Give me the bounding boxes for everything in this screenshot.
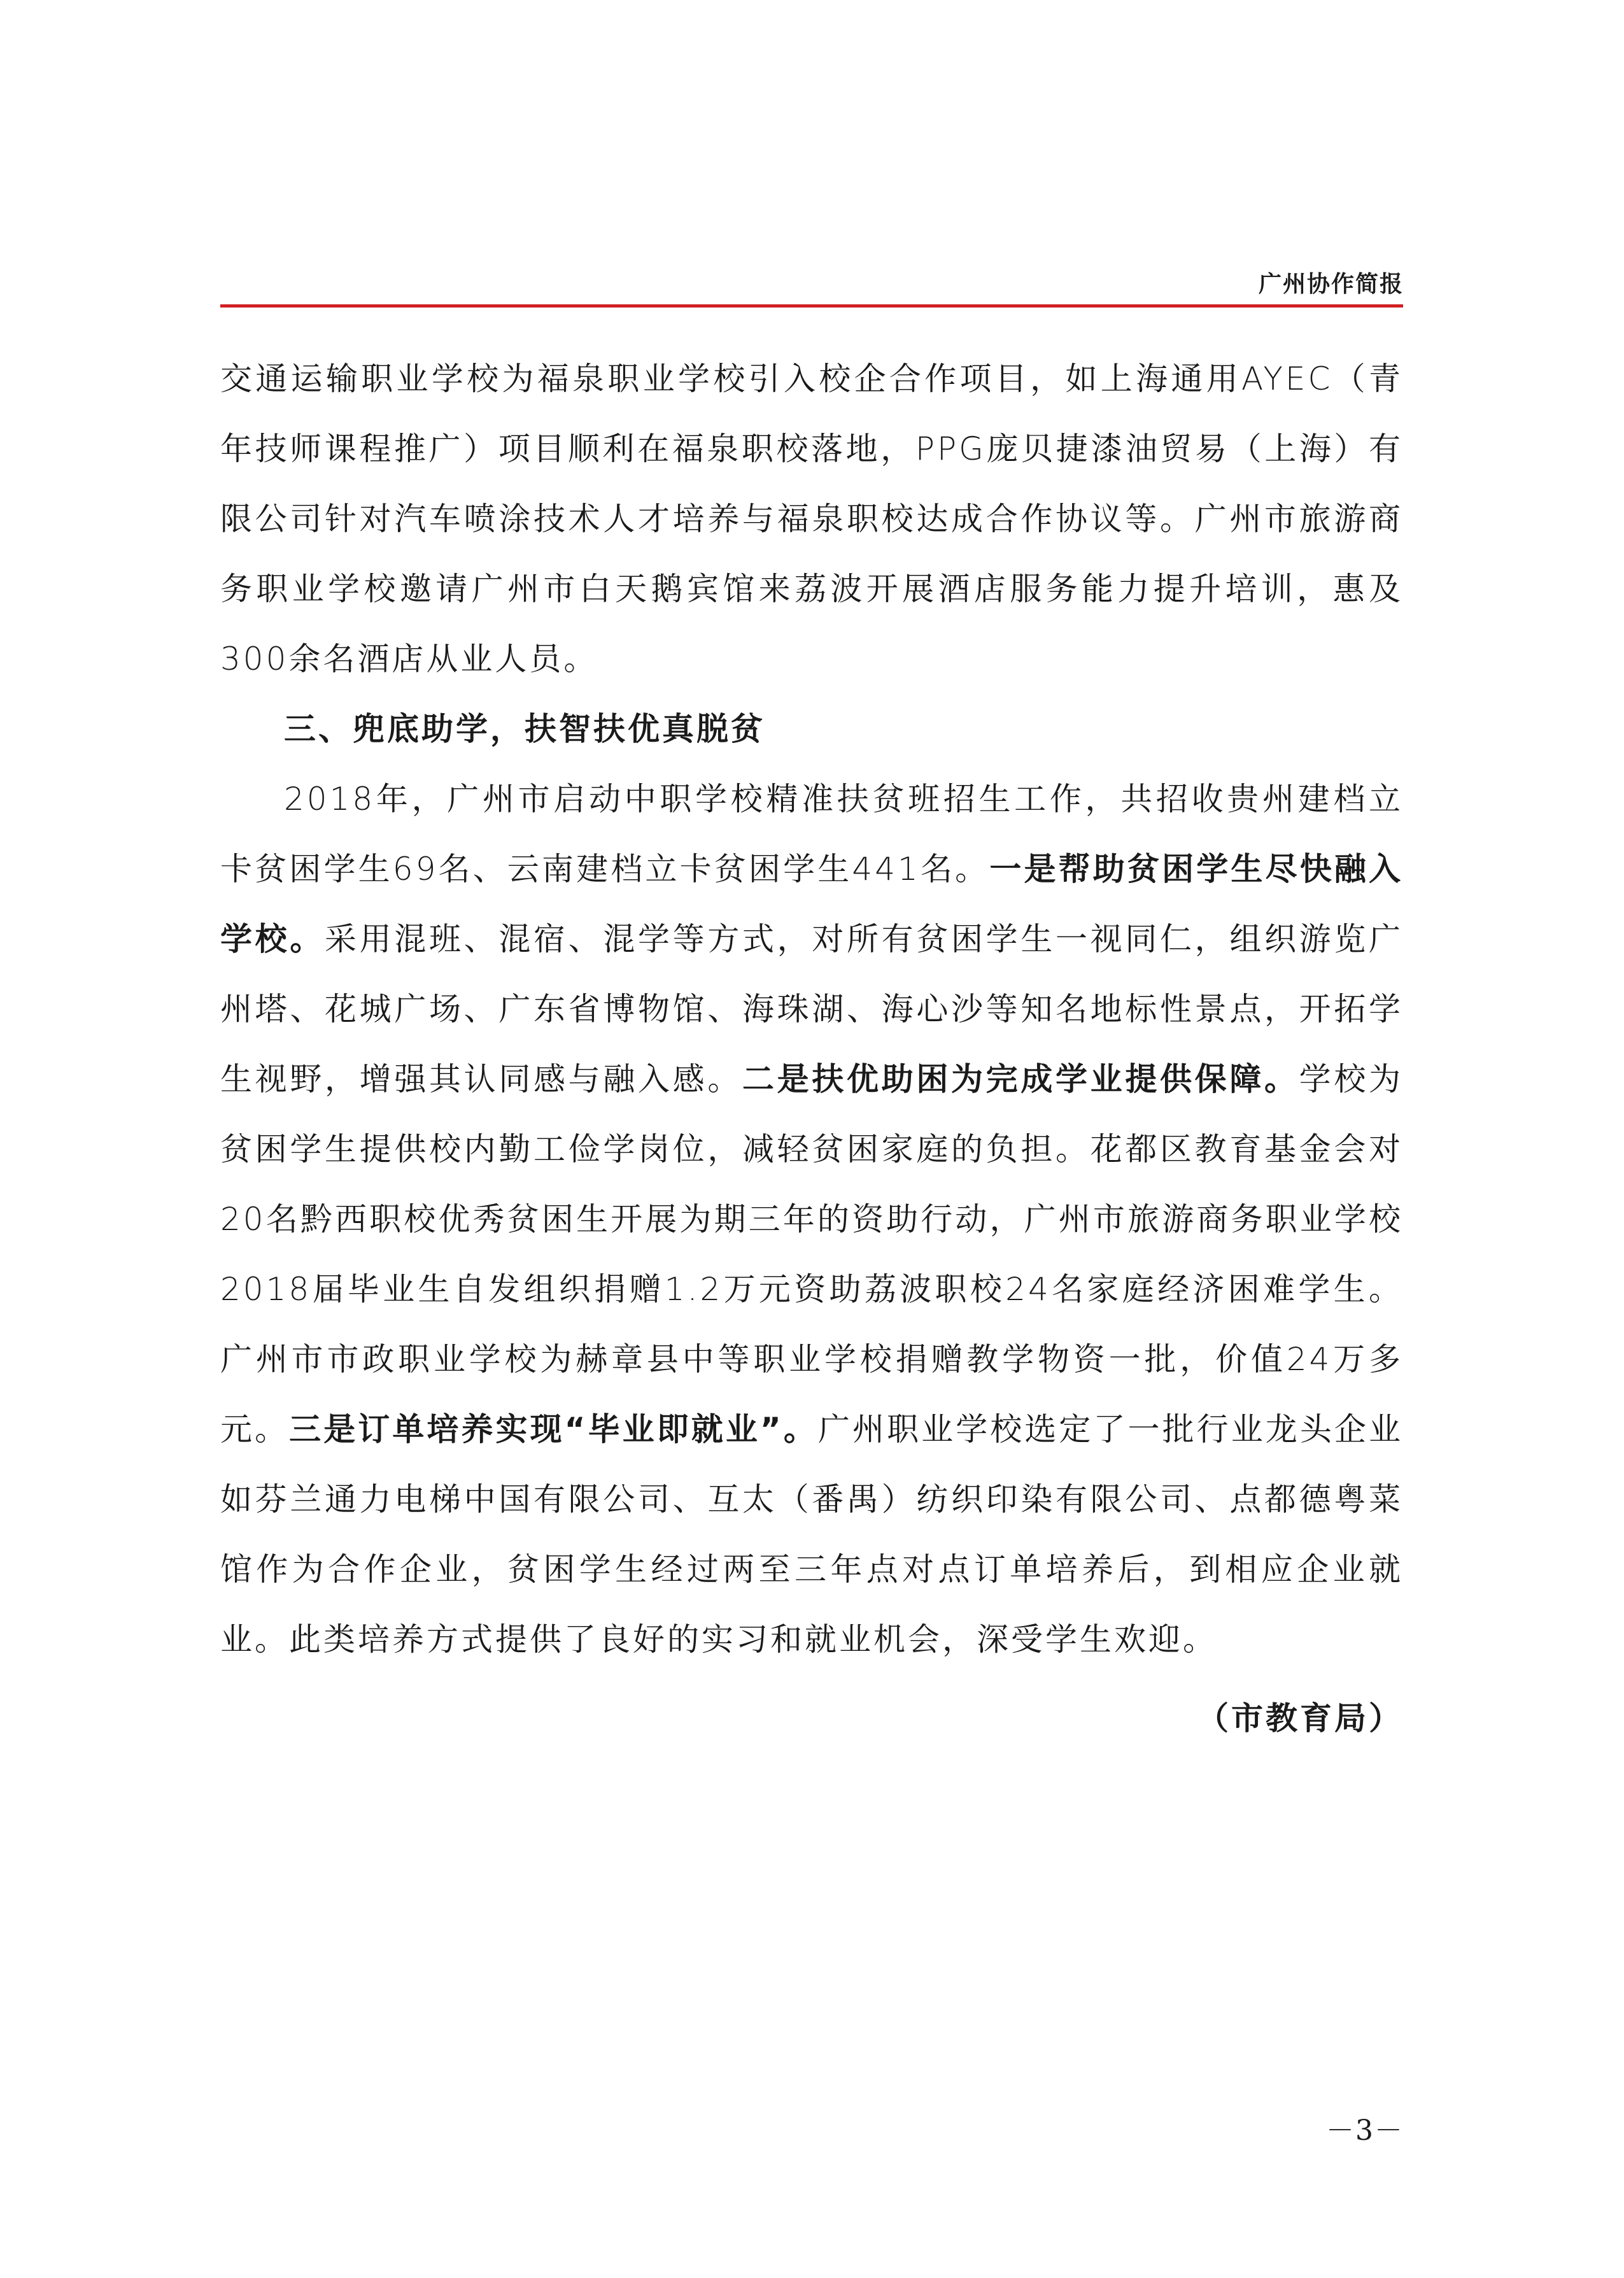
key-point-1: 一是帮助贫困学生尽快融入学校。 (220, 851, 1404, 958)
key-point-3: 三是订单培养实现“毕业即就业”。 (289, 1411, 818, 1448)
header-title: 广州协作简报 (1258, 271, 1404, 297)
page-number: －3－ (1326, 2114, 1404, 2147)
section-heading: 三、兜底助学，扶智扶优真脱贫 (284, 711, 765, 747)
paragraph-text: 广州职业学校选定了一批行业龙头企业如芬兰通力电梯中国有限公司、互太（番禺）纺织印染有限公司、点都德粤菜馆作为合作企业，贫困学生经过两至三年点对点订单培养后，到相应企业就业。此类培养方式提供了良好的实习和就业机会，深受学生欢迎。 (220, 1411, 1404, 1658)
article-body (220, 344, 1403, 1753)
paragraph-text: 学校为贫困学生提供校内勤工俭学岗位，减轻贫困家庭的负担。花都区教育基金会对20名黔西职校优秀贫困生开展为期三年的资助行动，广州市旅游商务职业学校2018届毕业生自发组织捐赠1.2万元资助荔波职校24名家庭经济困难学生。广州市市政职业学校为赫章县中等职业学校捐赠教学物资一批，价值24万多元。 (220, 1061, 1404, 1448)
paragraph-poverty-aid (220, 764, 1403, 1674)
paragraph-text: 采用混班、混宿、混学等方式，对所有贫困学生一视同仁，组织游览广州塔、花城广场、广东省博物馆、海珠湖、海心沙等知名地标性景点，开拓学生视野，增强其认同感与融入感。 (220, 921, 1403, 1098)
key-point-2: 二是扶优助困为完成学业提供保障。 (742, 1061, 1299, 1098)
source-attribution: （市教育局） (1197, 1700, 1403, 1737)
paragraph-continuation: 交通运输职业学校为福泉职业学校引入校企合作项目，如上海通用AYEC（青年技师课程推广）项目顺利在福泉职校落地，PPG庞贝捷漆油贸易（上海）有限公司针对汽车喷涂技术人才培养与福泉职校达成合作协议等。广州市旅游商务职业学校邀请广州市白天鹅宾馆来荔波开展酒店服务能力提升培训，惠及300余名酒店从业人员。 (220, 360, 1403, 677)
paragraph-text: 2018年，广州市启动中职学校精准扶贫班招生工作，共招收贵州建档立卡贫困学生69名、云南建档立卡贫困学生441名。 (220, 781, 1403, 888)
header-divider (220, 304, 1403, 308)
